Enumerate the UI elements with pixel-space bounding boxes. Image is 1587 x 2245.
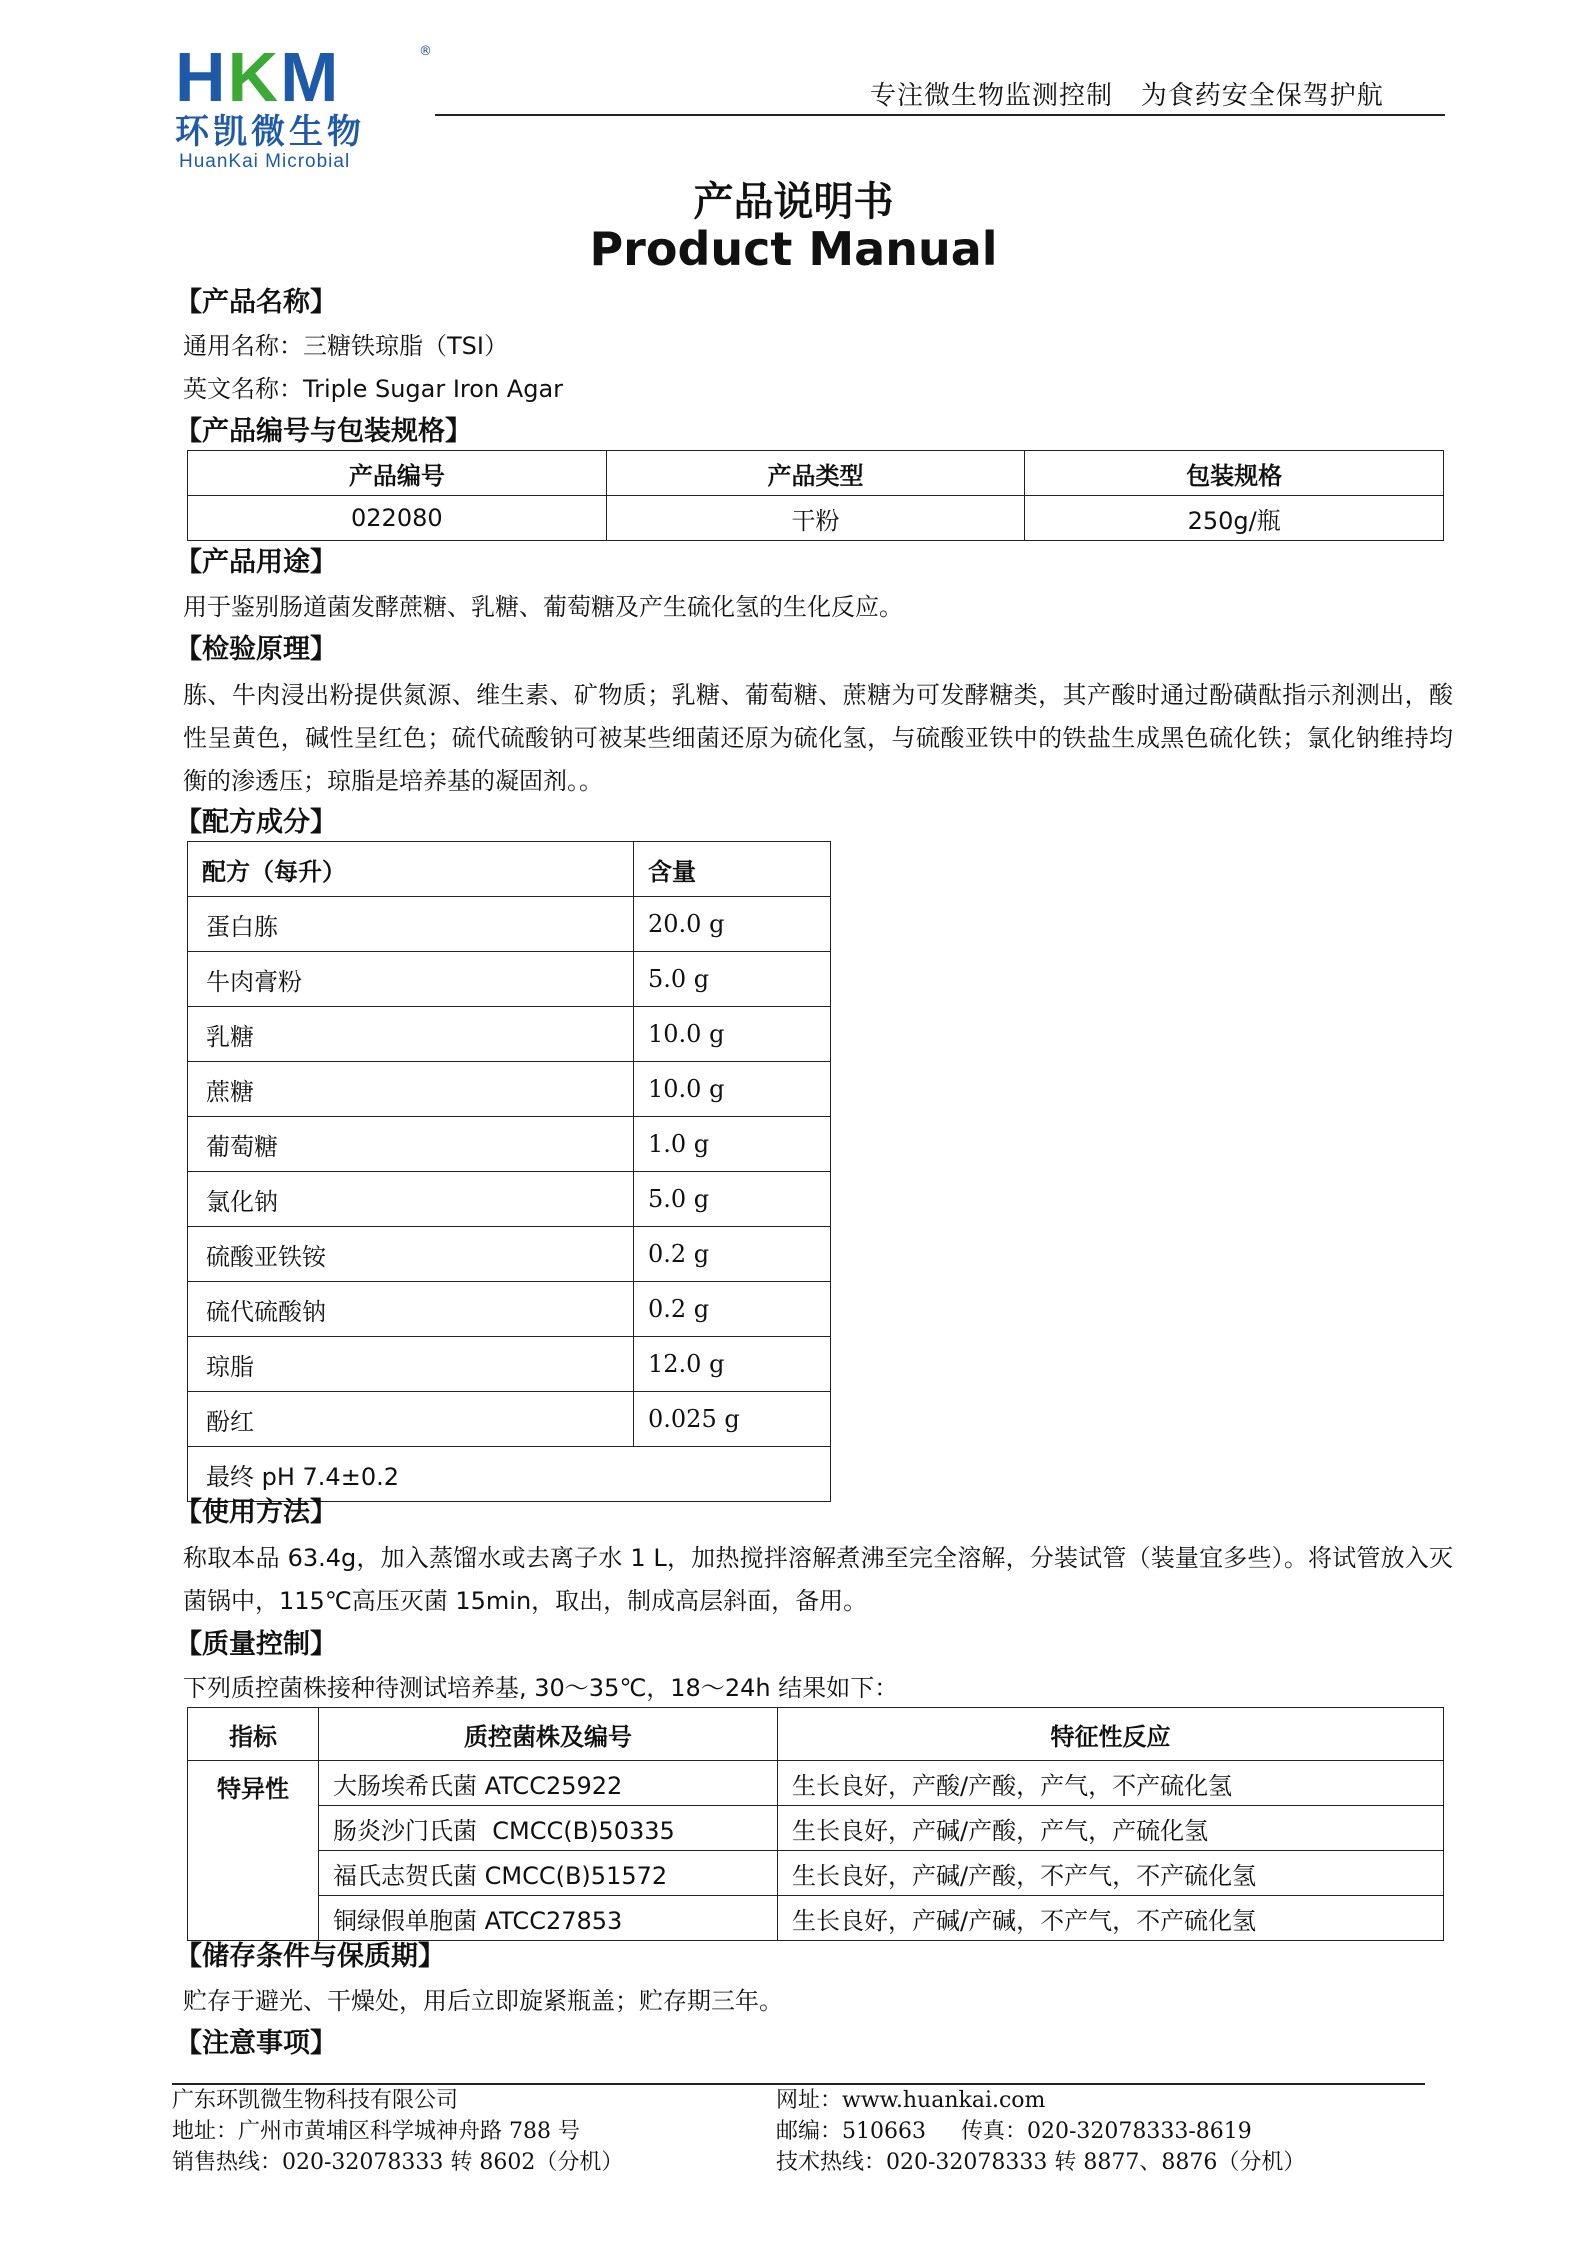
table-header-cell: 特征性反应 <box>778 1708 1444 1761</box>
table-row <box>188 1851 1444 1896</box>
ingredient: 蔗糖 <box>188 1062 634 1117</box>
ingredient: 氯化钠 <box>188 1172 634 1227</box>
header-divider <box>435 114 1445 116</box>
formula-table <box>187 841 831 1502</box>
package-size: 250g/瓶 <box>1025 496 1444 541</box>
table-row <box>188 1117 831 1172</box>
table-header-cell: 产品编号 <box>188 451 607 496</box>
storage-text: 贮存于避光、干燥处，用后立即旋紧瓶盖；贮存期三年。 <box>183 1987 783 2015</box>
indicator-cell: 特异性 <box>188 1761 319 1941</box>
common-name: 通用名称：三糖铁琼脂（TSI） <box>183 332 508 360</box>
logo-mark: HKM <box>175 38 341 116</box>
table-header-cell: 配方（每升） <box>188 842 634 897</box>
strain: 铜绿假单胞菌 ATCC27853 <box>319 1896 778 1941</box>
amount: 10.0 g <box>634 1007 831 1062</box>
table-row <box>188 1896 1444 1941</box>
registered-mark: ® <box>419 44 432 59</box>
company-logo <box>175 38 435 172</box>
section-heading-product-name: 【产品名称】 <box>175 287 337 318</box>
reaction: 生长良好，产酸/产酸，产气，不产硫化氢 <box>778 1761 1444 1806</box>
slogan: 专注微生物监测控制 为食药安全保驾护航 <box>870 81 1384 111</box>
ingredient: 琼脂 <box>188 1337 634 1392</box>
section-heading-packaging: 【产品编号与包装规格】 <box>175 416 472 447</box>
ingredient: 葡萄糖 <box>188 1117 634 1172</box>
english-name: 英文名称：Triple Sugar Iron Agar <box>183 375 564 403</box>
table-row <box>188 1227 831 1282</box>
title-english: Product Manual <box>589 222 998 276</box>
amount: 12.0 g <box>634 1337 831 1392</box>
footer-tech-hotline: 技术热线：020-32078333 转 8877、8876（分机） <box>776 2150 1306 2175</box>
table-row <box>188 496 1444 541</box>
table-header-row <box>188 842 831 897</box>
ingredient: 牛肉膏粉 <box>188 952 634 1007</box>
table-row <box>188 1337 831 1392</box>
quality-intro: 下列质控菌株接种待测试培养基, 30～35℃，18～24h 结果如下： <box>183 1674 899 1702</box>
ingredient: 硫代硫酸钠 <box>188 1282 634 1337</box>
method-text: 称取本品 63.4g，加入蒸馏水或去离子水 1 L，加热搅拌溶解煮沸至完全溶解，分装试管（装量宜多些）。将试管放入灭菌锅中，115℃高压灭菌 15min，取出，制成高层斜面，备用。 <box>183 1544 1453 1615</box>
strain: 肠炎沙门氏菌 CMCC(B)50335 <box>319 1806 778 1851</box>
table-row <box>188 1806 1444 1851</box>
section-heading-usage: 【产品用途】 <box>175 547 337 578</box>
table-header-row <box>188 1708 1444 1761</box>
product-code: 022080 <box>188 496 607 541</box>
section-heading-storage: 【储存条件与保质期】 <box>175 1941 445 1972</box>
reaction: 生长良好，产碱/产酸，不产气，不产硫化氢 <box>778 1851 1444 1896</box>
footer-postcode-fax: 邮编：510663 传真：020-32078333-8619 <box>776 2119 1252 2144</box>
usage-text: 用于鉴别肠道菌发酵蔗糖、乳糖、葡萄糖及产生硫化氢的生化反应。 <box>183 593 903 621</box>
ingredient: 乳糖 <box>188 1007 634 1062</box>
amount: 0.025 g <box>634 1392 831 1447</box>
ingredient: 蛋白胨 <box>188 897 634 952</box>
table-header-cell: 产品类型 <box>606 451 1025 496</box>
footer-website[interactable]: 网址：www.huankai.com <box>776 2088 1046 2113</box>
footer-divider <box>172 2083 1425 2085</box>
table-row <box>188 897 831 952</box>
table-row <box>188 1007 831 1062</box>
section-heading-method: 【使用方法】 <box>175 1497 337 1528</box>
footer-sales-hotline: 销售热线：020-32078333 转 8602（分机） <box>172 2150 624 2175</box>
amount: 10.0 g <box>634 1062 831 1117</box>
principle-text: 胨、牛肉浸出粉提供氮源、维生素、矿物质；乳糖、葡萄糖、蔗糖为可发酵糖类，其产酸时通过酚磺酞指示剂测出，酸性呈黄色，碱性呈红色；硫代硫酸钠可被某些细菌还原为硫化氢，与硫酸亚铁中的铁盐生成黑色硫化铁；氯化钠维持均衡的渗透压；琼脂是培养基的凝固剂。。 <box>183 681 1453 795</box>
strain: 大肠埃希氏菌 ATCC25922 <box>319 1761 778 1806</box>
amount: 0.2 g <box>634 1227 831 1282</box>
section-heading-principle: 【检验原理】 <box>175 634 337 665</box>
amount: 5.0 g <box>634 952 831 1007</box>
logo-english-name: HuanKai Microbial <box>179 151 351 172</box>
logo-chinese-name: 环凯微生物 <box>175 112 365 152</box>
table-row <box>188 1282 831 1337</box>
table-row <box>188 1172 831 1227</box>
table-row <box>188 1062 831 1117</box>
table-row <box>188 1392 831 1447</box>
reaction: 生长良好，产碱/产碱，不产气，不产硫化氢 <box>778 1896 1444 1941</box>
ingredient: 酚红 <box>188 1392 634 1447</box>
table-header-cell: 含量 <box>634 842 831 897</box>
table-header-cell: 包装规格 <box>1025 451 1444 496</box>
table-header-cell: 质控菌株及编号 <box>319 1708 778 1761</box>
table-header-row <box>188 451 1444 496</box>
table-header-cell: 指标 <box>188 1708 319 1761</box>
amount: 5.0 g <box>634 1172 831 1227</box>
reaction: 生长良好，产碱/产酸，产气，产硫化氢 <box>778 1806 1444 1851</box>
quality-control-table <box>187 1707 1444 1941</box>
footer-company: 广东环凯微生物科技有限公司 <box>172 2088 459 2113</box>
amount: 1.0 g <box>634 1117 831 1172</box>
final-ph: 最终 pH 7.4±0.2 <box>188 1447 831 1502</box>
table-row <box>188 952 831 1007</box>
section-heading-quality: 【质量控制】 <box>175 1629 337 1660</box>
packaging-table <box>187 450 1444 541</box>
title-chinese: 产品说明书 <box>693 179 894 225</box>
section-heading-formula: 【配方成分】 <box>175 807 337 838</box>
strain: 福氏志贺氏菌 CMCC(B)51572 <box>319 1851 778 1896</box>
amount: 0.2 g <box>634 1282 831 1337</box>
ingredient: 硫酸亚铁铵 <box>188 1227 634 1282</box>
section-heading-notes: 【注意事项】 <box>175 2028 337 2059</box>
product-type: 干粉 <box>606 496 1025 541</box>
footer-address: 地址：广州市黄埔区科学城神舟路 788 号 <box>172 2119 580 2144</box>
amount: 20.0 g <box>634 897 831 952</box>
table-row <box>188 1761 1444 1806</box>
table-row <box>188 1447 831 1502</box>
